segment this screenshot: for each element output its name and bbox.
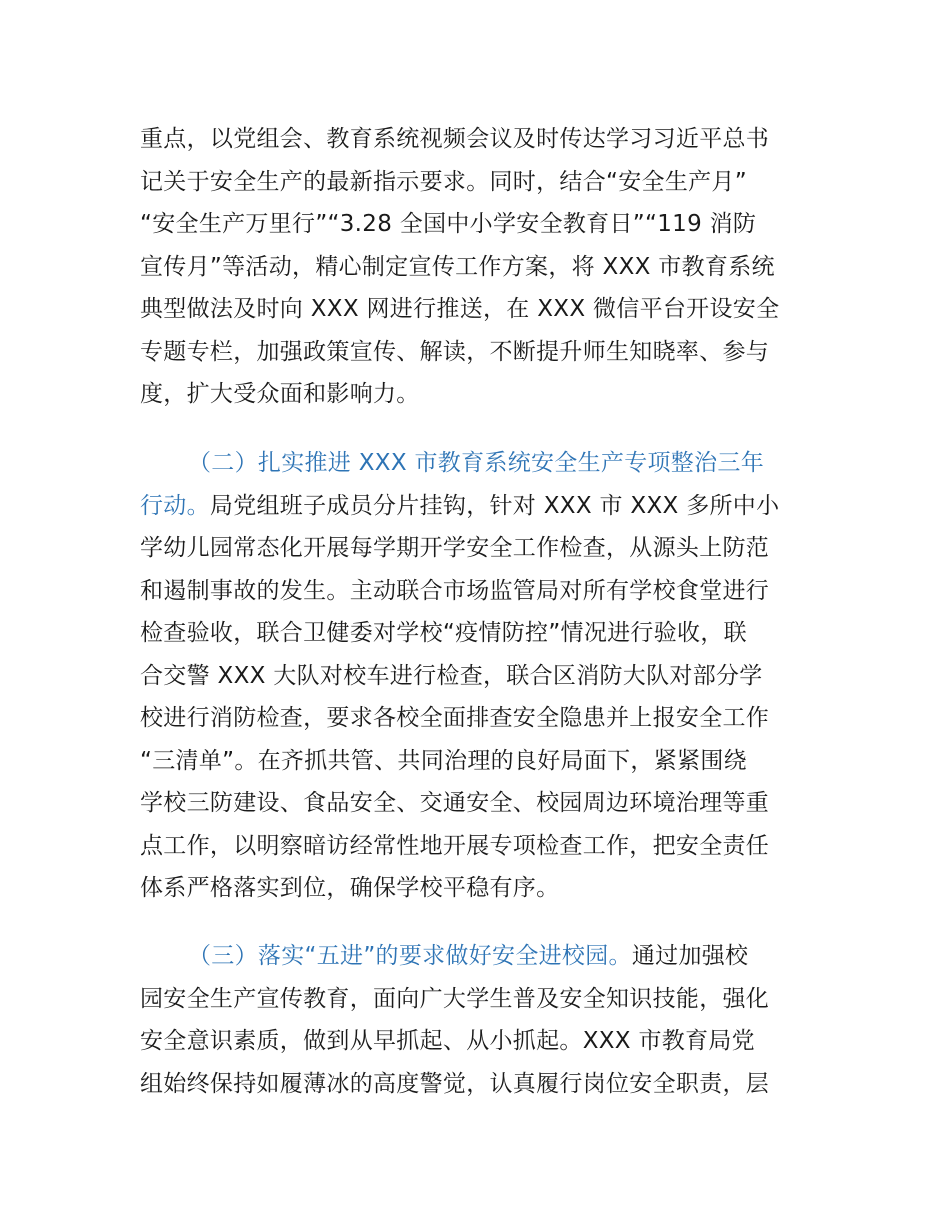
text-line: 校进行消防检查，要求各校全面排查安全隐患并上报安全工作	[140, 705, 770, 731]
text-line: 园安全生产宣传教育，面向广大学生普及安全知识技能，强化	[140, 985, 770, 1012]
section-heading-3: （三）落实“五进”的要求做好安全进校园。	[188, 943, 632, 969]
text-line: “三清单”。在齐抓共管、共同治理的良好局面下，紧紧围绕	[140, 747, 747, 774]
text-line: 度，扩大受众面和影响力。	[140, 381, 420, 407]
text-line: 组始终保持如履薄冰的高度警觉，认真履行岗位安全职责，层	[140, 1070, 770, 1097]
text-line: “安全生产万里行”“3.28 全国中小学安全教育日”“119 消防	[140, 211, 757, 237]
text-line: 专题专栏，加强政策宣传、解读，不断提升师生知晓率、参与	[140, 338, 770, 365]
text-line: 学幼儿园常态化开展每学期开学安全工作检查，从源头上防范	[140, 535, 770, 561]
text-line: 检查验收，联合卫健委对学校“疫情防控”情况进行验收，联	[140, 620, 747, 646]
text-line: 宣传月”等活动，精心制定宣传工作方案，将 XXX 市教育系统	[140, 253, 775, 280]
section-heading-2-continued: 行动。	[140, 492, 210, 519]
text-line: 体系严格落实到位，确保学校平稳有序。	[140, 875, 560, 901]
text-line: 合交警 XXX 大队对校车进行检查，联合区消防大队对部分学	[140, 662, 763, 689]
paragraph-special-rectification	[140, 442, 812, 910]
text-segment: 通过加强校	[631, 943, 749, 969]
text-line: 记关于安全生产的最新指示要求。同时，结合“安全生产月”	[140, 168, 747, 195]
text-line	[140, 935, 812, 978]
paragraph-safety-campus	[140, 935, 812, 1105]
text-line: 安全意识素质，做到从早抓起、从小抓起。XXX 市教育局党	[140, 1028, 755, 1054]
text-line	[140, 485, 812, 528]
section-heading-2: （二）扎实推进 XXX 市教育系统安全生产专项整治三年	[188, 450, 764, 476]
paragraph-publicity	[140, 118, 812, 416]
text-line: 重点，以党组会、教育系统视频会议及时传达学习习近平总书	[140, 126, 770, 152]
text-line: 典型做法及时向 XXX 网进行推送，在 XXX 微信平台开设安全	[140, 296, 780, 322]
text-line: 和遏制事故的发生。主动联合市场监管局对所有学校食堂进行	[140, 577, 770, 604]
text-line: 点工作，以明察暗访经常性地开展专项检查工作，把安全责任	[140, 832, 770, 859]
text-segment: 局党组班子成员分片挂钩，针对 XXX 市 XXX 多所中小	[209, 492, 780, 519]
text-line: 学校三防建设、食品安全、交通安全、校园周边环境治理等重	[140, 790, 770, 816]
